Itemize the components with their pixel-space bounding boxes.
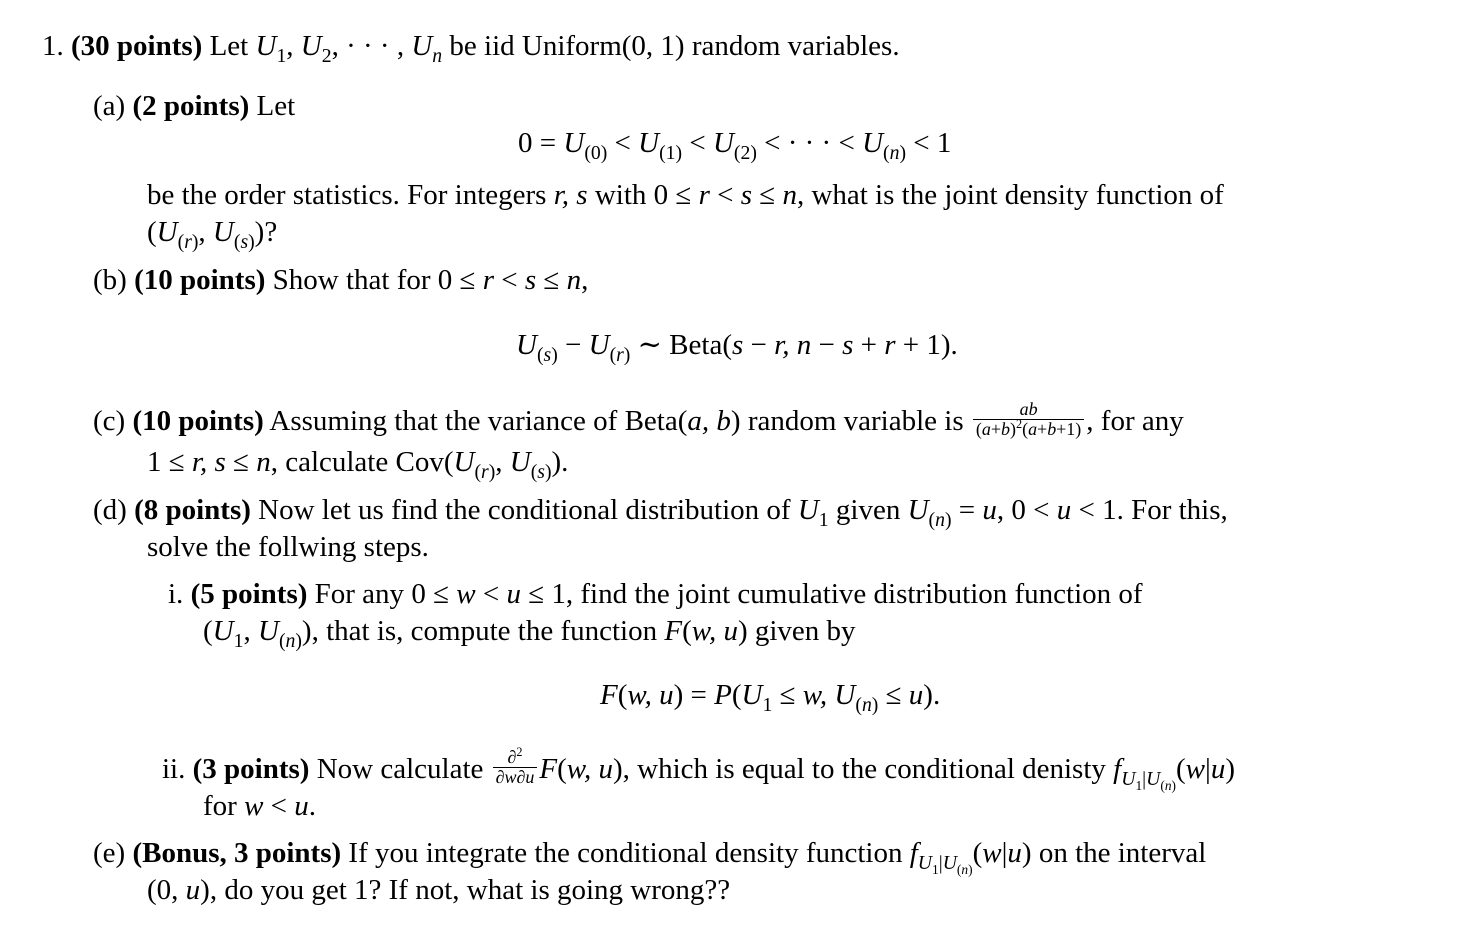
part-d-line2 bbox=[147, 529, 429, 565]
part-d-points: (8 points) bbox=[134, 494, 251, 526]
part-d-text-3: . For this, bbox=[1116, 494, 1228, 526]
part-d-line1: (d) (8 points) Now let us find the conditional distribution of $U_1$ given $U_{(n)} = u$, 0 < u < 1. For this, bbox=[93, 494, 1228, 531]
step-ii-text-1: Now calculate bbox=[316, 753, 484, 785]
part-c-line2: 1 ≤ r, s ≤ n, calculate $Cov(U_{(r)}$, $U_{(s)}$). bbox=[147, 446, 569, 483]
part-e-text-2: on the interval bbox=[1038, 837, 1207, 869]
part-a-text-3: , what is the joint density function of bbox=[796, 179, 1224, 211]
part-e-line2: (0, u), do you get 1? If not, what is going wrong?? bbox=[147, 874, 731, 906]
part-d-label: (d) bbox=[93, 494, 127, 526]
part-a-text-line2: ($U_{(r)}$, $U_{(s)}$)? bbox=[147, 216, 278, 253]
part-a-points: (2 points) bbox=[132, 90, 250, 122]
step-ii-line1: ii. (3 points) Now calculate $\frac{\partial^2}{\partial w\partial u}$ F(w, u), which is equal to the conditional denisty $f_{U_1|U_{(n)}}(w|u)$ bbox=[162, 744, 1235, 793]
part-c-label: (c) bbox=[93, 405, 126, 437]
part-c-text-1: Assuming that the variance of Beta bbox=[269, 405, 678, 437]
beta-word: Beta bbox=[669, 329, 723, 361]
problem-points: (30 points) bbox=[71, 30, 203, 62]
part-a-text-1: be the order statistics. For integers bbox=[147, 179, 547, 211]
step-i-line2: ($U_1$, $U_{(n)}$), that is, compute the function F(w, u) given by bbox=[203, 615, 856, 652]
part-d-text-4: solve the follwing steps. bbox=[147, 531, 429, 563]
part-c-text-3: for any bbox=[1100, 405, 1184, 437]
part-a-text-line1: be the order statistics. For integers r, s with 0 ≤ r < s ≤ n, what is the joint density function of bbox=[147, 179, 1224, 211]
beta-distribution-equation: $U_{(s)} - U_{(r)}$ ∼ Beta(s − r, n − s + r + 1). bbox=[516, 329, 958, 366]
part-b-points: (10 points) bbox=[134, 264, 266, 296]
step-i-text-1: For any bbox=[314, 578, 405, 610]
step-ii-points: (3 points) bbox=[192, 753, 310, 785]
partial-derivative-fraction: $\frac{\partial^2}{\partial w\partial u}$ bbox=[493, 748, 538, 787]
problem-intro-a: Let bbox=[209, 30, 249, 62]
part-c-line1: (c) (10 points) Assuming that the variance of Beta(a, b) random variable is $\frac{ab}{(a+b)^2(a+b+1)}$ , for any bbox=[93, 398, 1184, 439]
part-b-label: (b) bbox=[93, 264, 127, 296]
part-b-header: (b) (10 points) Show that for 0 ≤ r < s ≤ n, bbox=[93, 264, 589, 296]
problem-header: 1. (30 points) Let $U_1$, $U_2$, · · · , $U_n$ be iid Uniform(0, 1) random variables. bbox=[42, 30, 900, 67]
step-ii-text-3: for bbox=[203, 790, 237, 822]
part-e-text-1: If you integrate the conditional density function bbox=[348, 837, 903, 869]
step-i-points: (5 points) bbox=[190, 578, 308, 610]
variance-fraction: $\frac{ab}{(a+b)^2(a+b+1)}$ bbox=[973, 400, 1084, 439]
part-a-text-2: with bbox=[594, 179, 647, 211]
part-d-text-2: given bbox=[835, 494, 901, 526]
part-a-lead: Let bbox=[256, 90, 296, 122]
order-statistics-equation: $0 = U_{(0)} < U_{(1)} < U_{(2)}$ < · · · < $U_{(n)} < 1$ bbox=[518, 127, 952, 164]
part-e-text-3: , do you get 1? If not, what is going wrong?? bbox=[209, 874, 731, 906]
part-c-points: (10 points) bbox=[132, 405, 264, 437]
step-ii-label: ii. bbox=[162, 753, 186, 785]
part-a-header bbox=[93, 88, 295, 124]
part-c-text-4: , calculate Cov bbox=[270, 446, 444, 478]
part-e-points: (Bonus, 3 points) bbox=[132, 837, 342, 869]
step-i-label: i. bbox=[168, 578, 184, 610]
cdf-equation: F(w, $u) = P(U_1 \le w$, $U_{(n)} \le u$). bbox=[600, 679, 941, 716]
problem-intro-b: be iid Uniform(0, 1) random variables. bbox=[449, 30, 900, 62]
part-d-text-1: Now let us find the conditional distribution of bbox=[258, 494, 791, 526]
step-i-text-4: given by bbox=[754, 615, 856, 647]
part-b-text: Show that for bbox=[272, 264, 431, 296]
problem-number: 1. bbox=[42, 30, 64, 62]
part-a-label: (a) bbox=[93, 90, 126, 122]
step-i-text-3: , that is, compute the function bbox=[311, 615, 658, 647]
step-ii-line2: for w < u. bbox=[203, 790, 317, 822]
part-c-text-2: random variable is bbox=[747, 405, 964, 437]
part-e-line1: (e) (Bonus, 3 points) If you integrate the conditional density function $f_{U_1|U_{(n)}}(w|u)$ on the interval bbox=[93, 837, 1207, 877]
part-e-label: (e) bbox=[93, 837, 126, 869]
step-ii-text-2: , which is equal to the conditional denisty bbox=[622, 753, 1106, 785]
step-i-line1: i. (5 points) For any 0 ≤ w < u ≤ 1, find the joint cumulative distribution function of bbox=[168, 578, 1143, 610]
step-i-text-2: , find the joint cumulative distribution function of bbox=[565, 578, 1143, 610]
